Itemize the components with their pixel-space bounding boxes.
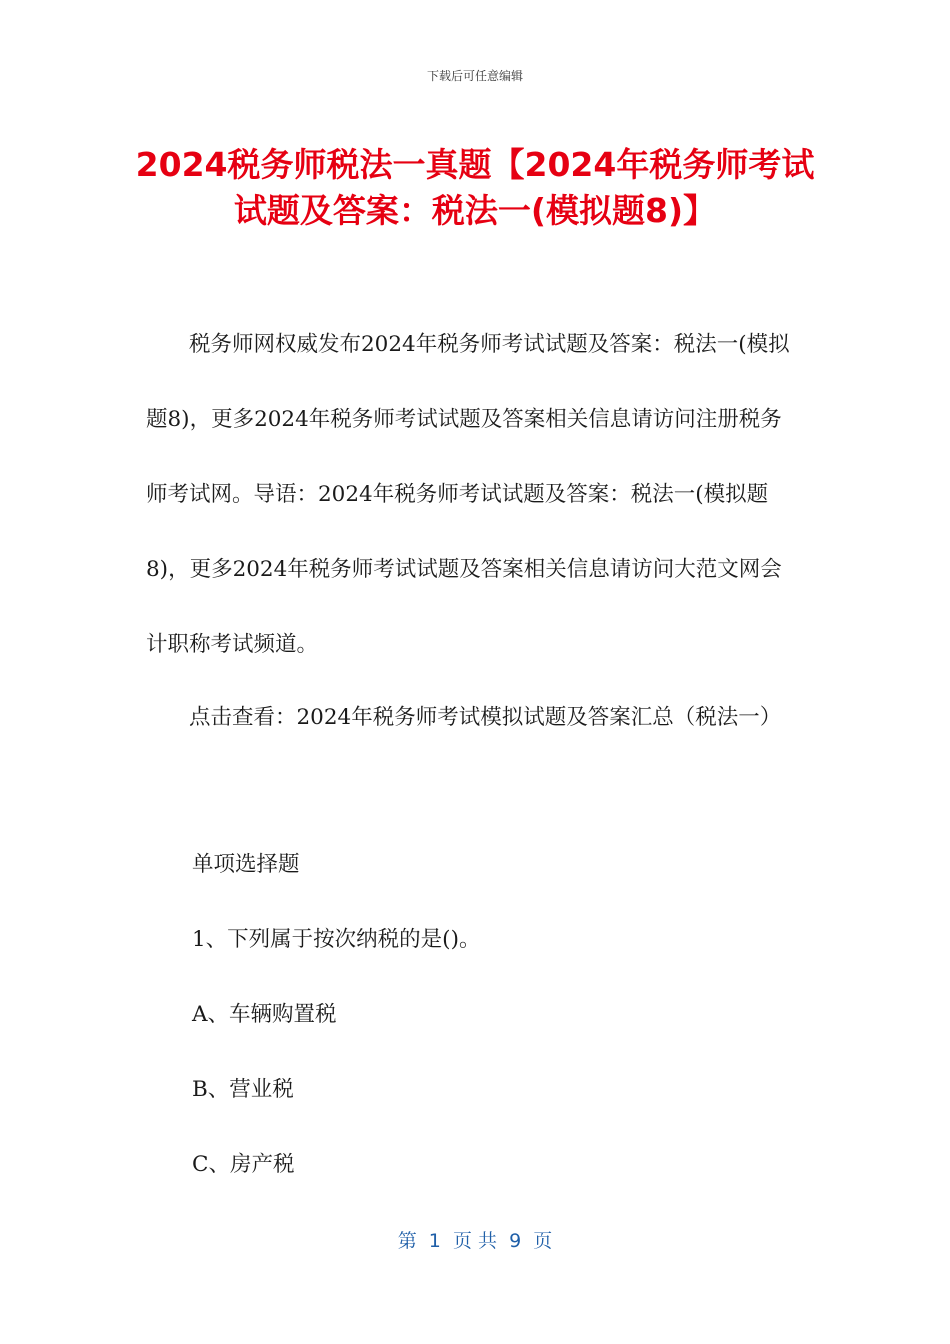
intro-paragraph: 税务师网权威发布2024年税务师考试试题及答案：税法一(模拟题8)，更多2024年税务师考试试题及答案相关信息请访问注册税务师考试网。导语：2024年税务师考试试题及答案：税法一(模拟题8)，更多2024年税务师考试试题及答案相关信息请访问大范文网会计职称考试频道。 <box>146 332 790 657</box>
option-b: B、营业税 <box>192 1077 294 1102</box>
option-c: C、房产税 <box>192 1152 295 1177</box>
section-heading: 单项选择题 <box>192 852 300 877</box>
page-footer: 第 1 页 共 9 页 <box>397 1230 553 1252</box>
document-title: 2024税务师税法一真题【2024年税务师考试试题及答案：税法一(模拟题8)】 <box>135 145 815 230</box>
question-text: 1、下列属于按次纳税的是()。 <box>192 927 481 952</box>
option-a: A、车辆购置税 <box>192 1002 337 1027</box>
summary-link-paragraph: 点击查看：2024年税务师考试模拟试题及答案汇总（税法一） <box>189 705 782 730</box>
header-note: 下载后可任意编辑 <box>426 69 523 83</box>
